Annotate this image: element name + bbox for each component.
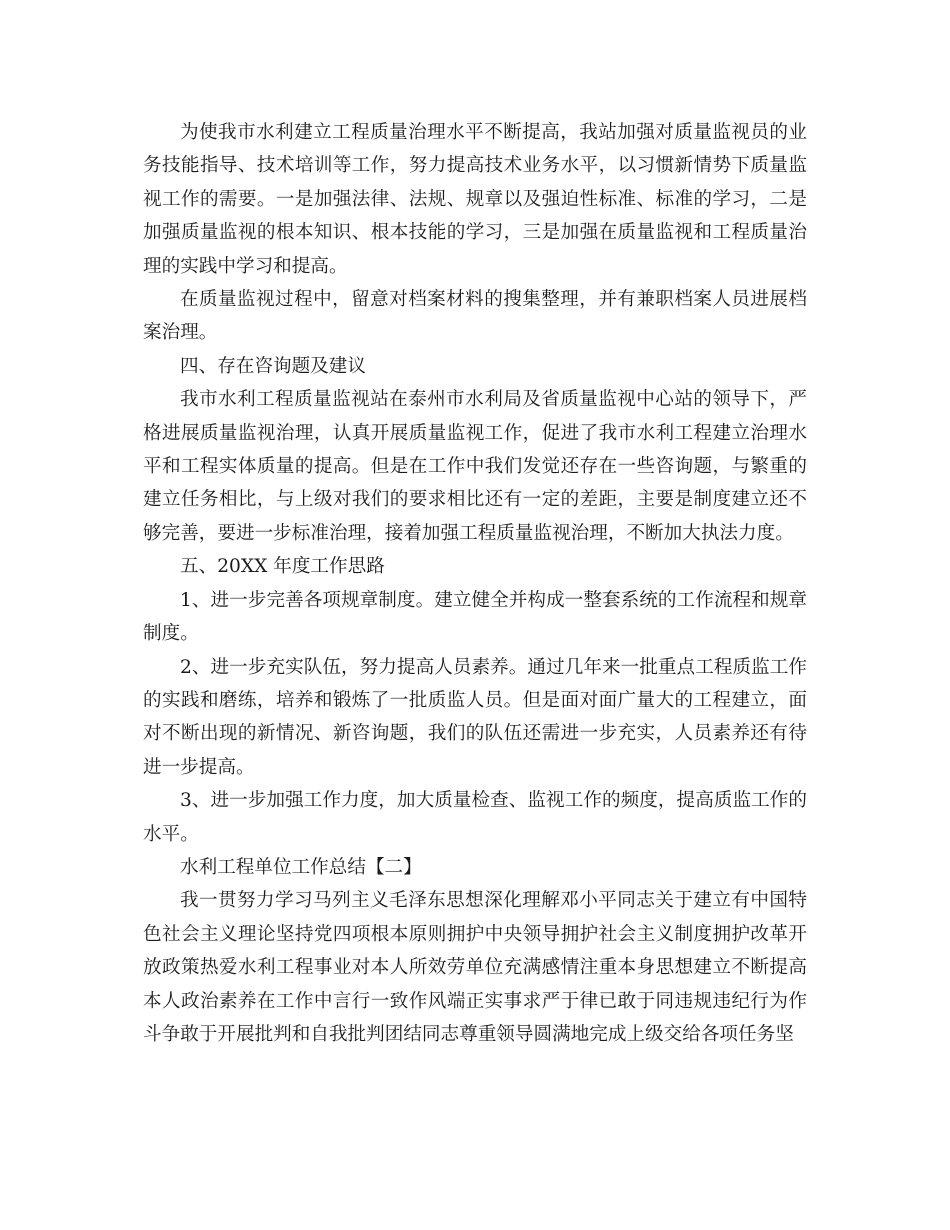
paragraph-personal-summary: 我一贯努力学习马列主义毛泽东思想深化理解邓小平同志关于建立有中国特色社会主义理论坚持党四项根本原则拥护中央领导拥护社会主义制度拥护改革开放政策热爱水利工程事业对本人所效劳单位充满感情注重本身思想建立不断提高本人政治素养在工作中言行一致作风端正实事求严于律已敢于同违规违纪行为作斗争敢于开展批判和自我批判团结同志尊重领导圆满地完成上级交给各项任务坚 [143,890,807,1045]
document-body [143,116,807,1051]
paragraph-problems: 我市水利工程质量监视站在泰州市水利局及省质量监视中心站的领导下，严格进展质量监视治理，认真开展质量监视工作，促进了我市水利工程建立治理水平和工程实体质量的提高。但是在工作中我们发觉还存在一些咨询题，与繁重的建立任务相比，与上级对我们的要求相比还有一定的差距，主要是制度建立还不够完善，要进一步标准治理，接着加强工程质量监视治理，不断加大执法力度。 [143,389,807,544]
heading-work-summary-two: 水利工程单位工作总结【二】 [180,856,422,878]
paragraph-quality-training: 为使我市水利建立工程质量治理水平不断提高，我站加强对质量监视员的业务技能指导、技术培训等工作，努力提高技术业务水平，以习惯新情势下质量监视工作的需要。一是加强法律、法规、规章以及强迫性标准、标准的学习，二是加强质量监视的根本知识、根本技能的学习，三是加强在质量监视和工程质量治理的实践中学习和提高。 [143,122,807,277]
paragraph-plan-item-2: 2、进一步充实队伍，努力提高人员素养。通过几年来一批重点工程质监工作的实践和磨练，培养和锻炼了一批质监人员。但是面对面广量大的工程建立，面对不断出现的新情况、新咨询题，我们的队伍还需进一步充实，人员素养还有待进一步提高。 [143,656,807,778]
paragraph-plan-item-3: 3、进一步加强工作力度，加大质量检查、监视工作的频度，提高质监工作的水平。 [143,790,807,845]
paragraph-plan-item-1: 1、进一步完善各项规章制度。建立健全并构成一整套系统的工作流程和规章制度。 [143,589,807,645]
heading-problems-and-suggestions: 四、存在咨询题及建议 [180,355,366,377]
paragraph-archive-management: 在质量监视过程中，留意对档案材料的搜集整理，并有兼职档案人员进展档案治理。 [143,289,807,344]
heading-annual-work-plan: 五、20XX 年度工作思路 [180,556,385,578]
